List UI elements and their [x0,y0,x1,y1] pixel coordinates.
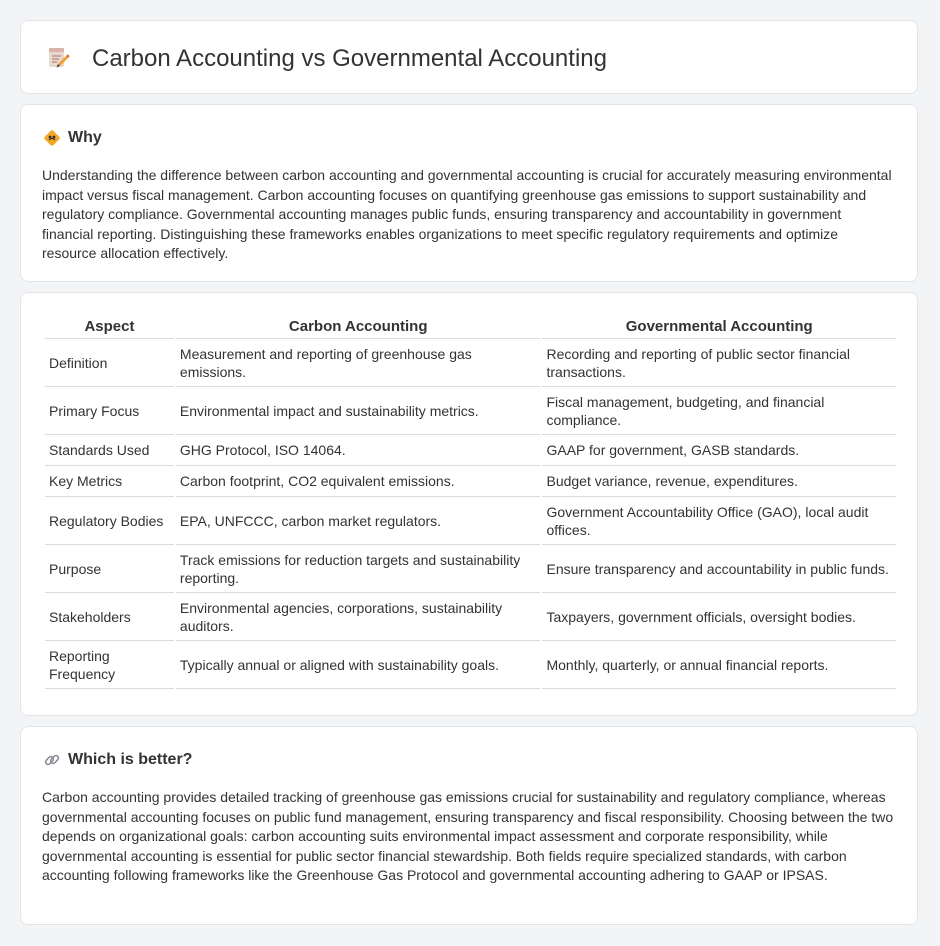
comparison-section [20,292,918,716]
row-governmental-value: Taxpayers, government officials, oversight bodies. [542,593,896,641]
why-paragraph: Understanding the difference between carbon accounting and governmental accounting is crucial for accurately measuring environmental impact versus fiscal management. Carbon accounting focuses on quantifying greenhouse gas emissions to support sustainability and regulatory compliance. Governmental accounting manages public funds, ensuring transparency and accountability in government financial reporting. Distinguishing these frameworks enables organizations to meet specific regulatory requirements and optimize resource allocation effectively. [42,167,892,262]
table-row [45,545,896,593]
row-carbon-value: Environmental agencies, corporations, sustainability auditors. [176,593,541,641]
table-header-row [45,314,896,339]
which-is-better-section [20,726,918,925]
row-governmental-value: Recording and reporting of public sector financial transactions. [542,339,896,387]
row-carbon-value: Track emissions for reduction targets and sustainability reporting. [176,545,541,593]
why-heading [43,127,102,149]
table-row [45,466,896,497]
row-aspect: Regulatory Bodies [45,497,174,545]
row-aspect: Key Metrics [45,466,174,497]
header-governmental-accounting: Governmental Accounting [542,314,896,339]
row-aspect: Definition [45,339,174,387]
document-pencil-icon [45,45,71,71]
table-row [45,339,896,387]
row-aspect: Purpose [45,545,174,593]
table-row [45,593,896,641]
why-section [20,104,918,282]
row-carbon-value: Environmental impact and sustainability metrics. [176,387,541,435]
row-governmental-value: Government Accountability Office (GAO), local audit offices. [542,497,896,545]
header-aspect: Aspect [45,314,174,339]
table-row [45,641,896,689]
table-row [45,435,896,466]
row-aspect: Stakeholders [45,593,174,641]
row-carbon-value: GHG Protocol, ISO 14064. [176,435,541,466]
row-governmental-value: Ensure transparency and accountability in public funds. [542,545,896,593]
better-heading [43,749,192,771]
table-row [45,387,896,435]
header-card [20,20,918,94]
row-governmental-value: Fiscal management, budgeting, and financial compliance. [542,387,896,435]
page-title: Carbon Accounting vs Governmental Accounting [92,45,607,72]
row-carbon-value: Measurement and reporting of greenhouse gas emissions. [176,339,541,387]
comparison-table [43,314,898,689]
row-governmental-value: Budget variance, revenue, expenditures. [542,466,896,497]
row-carbon-value: EPA, UNFCCC, carbon market regulators. [176,497,541,545]
row-aspect: Reporting Frequency [45,641,174,689]
row-carbon-value: Typically annual or aligned with sustainability goals. [176,641,541,689]
better-title: Which is better? [68,751,193,768]
diamond-road-sign-icon [43,129,61,147]
row-aspect: Primary Focus [45,387,174,435]
better-paragraph: Carbon accounting provides detailed tracking of greenhouse gas emissions crucial for sustainability and regulatory compliance, whereas governmental accounting focuses on public fund management, ensuring transparency and fiscal responsibility. Choosing between the two depends on organizational goals: carbon accounting suits environmental impact assessment and corporate responsibility, while governmental accounting is essential for public sector financial stewardship. Both fields require specialized standards, with carbon accounting following frameworks like the Greenhouse Gas Protocol and governmental accounting adhering to GAAP or IPSAS. [42,789,894,884]
why-title: Why [68,129,102,146]
row-carbon-value: Carbon footprint, CO2 equivalent emissions. [176,466,541,497]
row-governmental-value: GAAP for government, GASB standards. [542,435,896,466]
header-carbon-accounting: Carbon Accounting [176,314,541,339]
row-governmental-value: Monthly, quarterly, or annual financial reports. [542,641,896,689]
row-aspect: Standards Used [45,435,174,466]
table-row [45,497,896,545]
link-icon [43,751,61,769]
